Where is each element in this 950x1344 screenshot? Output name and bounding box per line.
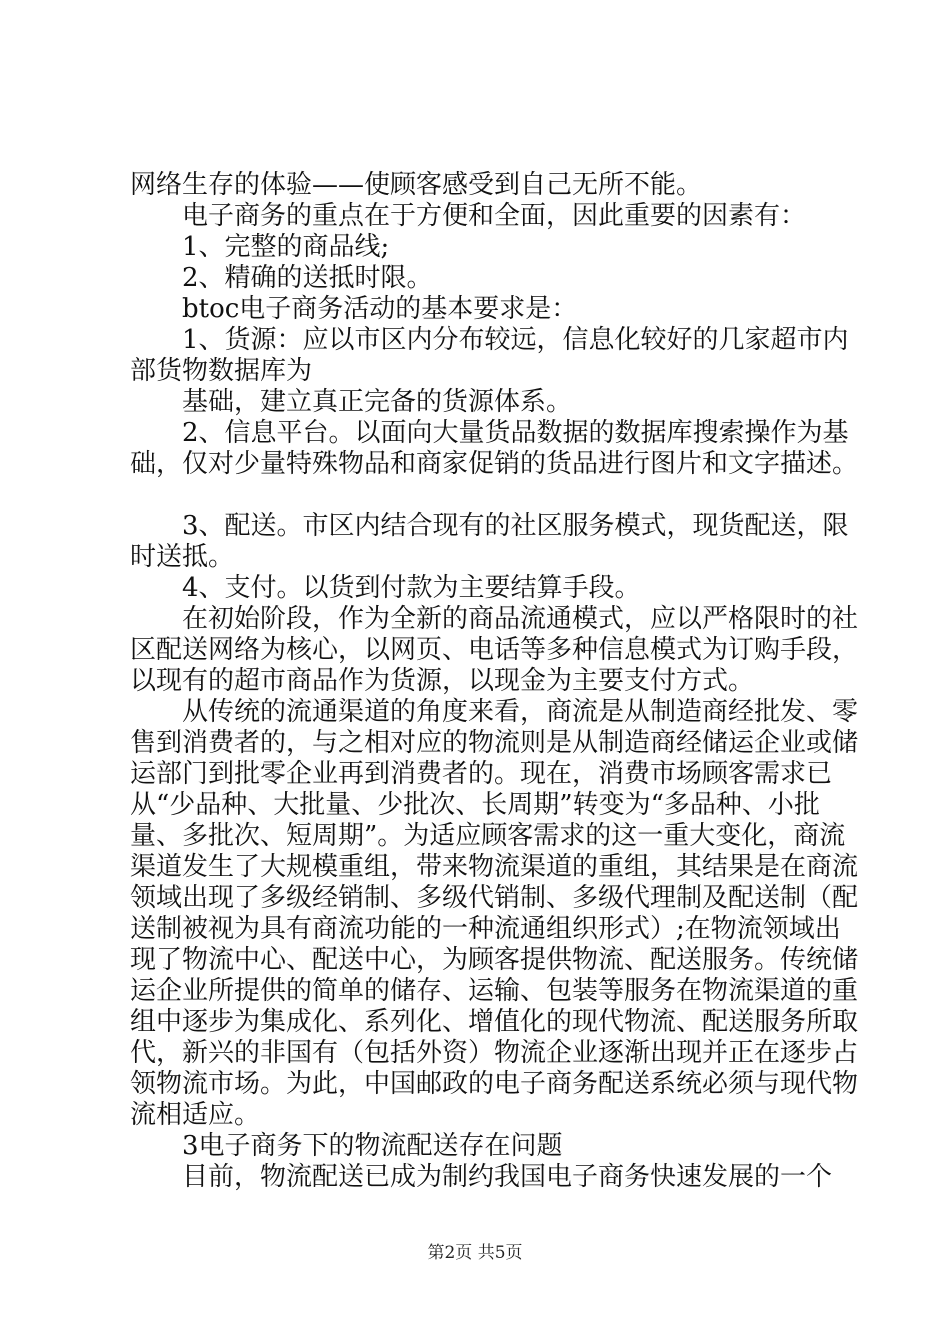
list-item-distribution: 3、配送。市区内结合现有的社区服务模式，现货配送，限时送抵。: [130, 511, 849, 572]
paragraph-gap: [130, 480, 865, 511]
paragraph-initial-stage: 在初始阶段，作为全新的商品流通模式，应以严格限时的社区配送网络为核心，以网页、电话等多种信息模式为订购手段，以现有的超市商品作为货源，以现金为主要支付方式。: [130, 604, 859, 696]
list-item-supply: 1、货源：应以市区内分布较远，信息化较好的几家超市内部货物数据库为: [130, 325, 849, 386]
list-item-info-platform: 2、信息平台。以面向大量货品数据的数据库搜索操作为基础，仅对少量特殊物品和商家促销的货品进行图片和文字描述。: [130, 418, 859, 479]
document-body: [130, 170, 865, 1193]
list-item-product-line: 1、完整的商品线;: [182, 232, 390, 262]
list-item-supply-continued: 基础，建立真正完备的货源体系。: [182, 387, 573, 417]
list-item-delivery-time: 2、精确的送抵时限。: [182, 263, 433, 293]
list-item-payment: 4、支付。以货到付款为主要结算手段。: [182, 573, 641, 603]
paragraph-btoc-requirements: btoc电子商务活动的基本要求是：: [182, 294, 578, 324]
paragraph-current-issues: 目前，物流配送已成为制约我国电子商务快速发展的一个: [182, 1162, 833, 1192]
paragraph-continuation: 网络生存的体验——使顾客感受到自己无所不能。: [130, 170, 703, 200]
paragraph-traditional-channels: 从传统的流通渠道的角度来看，商流是从制造商经批发、零售到消费者的，与之相对应的物流则是从制造商经储运企业或储运部门到批零企业再到消费者的。现在，消费市场顾客需求已从“少品种、大批量、少批次、长周期”转变为“多品种、小批量、多批次、短周期”。为适应顾客需求的这一重大变化，商流渠道发生了大规模重组，带来物流渠道的重组，其结果是在商流领域出现了多级经销制、多级代销制、多级代理制及配送制（配送制被视为具有商流功能的一种流通组织形式）;在物流领域出现了物流中心、配送中心，为顾客提供物流、配送服务。传统储运企业所提供的简单的储存、运输、包装等服务在物流渠道的重组中逐步为集成化、系列化、增值化的现代物流、配送服务所取代，新兴的非国有（包括外资）物流企业逐渐出现并正在逐步占领物流市场。为此，中国邮政的电子商务配送系统必须与现代物流相适应。: [130, 697, 859, 1130]
paragraph-key-factors: 电子商务的重点在于方便和全面，因此重要的因素有：: [182, 201, 807, 231]
section-heading: 3电子商务下的物流配送存在问题: [182, 1131, 563, 1161]
page-number: 第2页 共5页: [427, 1243, 523, 1263]
